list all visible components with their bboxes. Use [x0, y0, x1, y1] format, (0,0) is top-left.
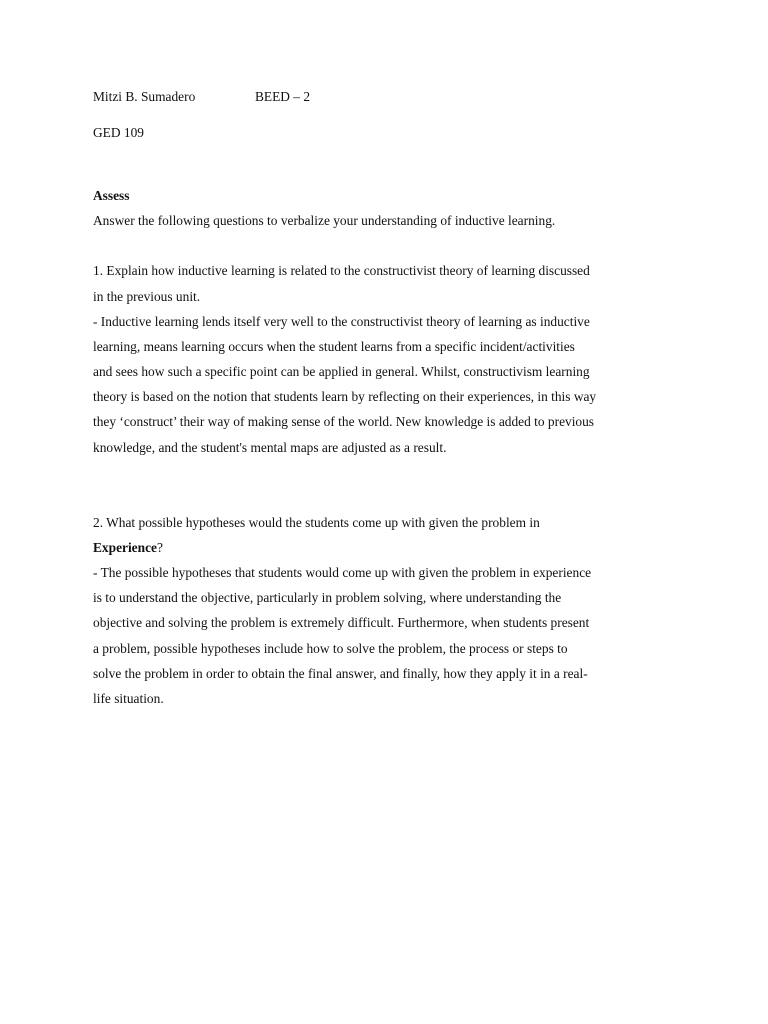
answer-2-line-3: objective and solving the problem is extremely difficult. Furthermore, when students present	[93, 615, 590, 630]
question-2-mark: ?	[156, 540, 163, 555]
section-instruction: Answer the following questions to verbalize your understanding of inductive learning.	[93, 213, 556, 228]
answer-1-line-1: - Inductive learning lends itself very well to the constructivist theory of learning as inductive	[93, 314, 590, 329]
answer-1-line-5: they ‘construct’ their way of making sense of the world. New knowledge is added to previous	[93, 414, 595, 429]
student-name: Mitzi B. Sumadero	[93, 89, 196, 104]
answer-2-line-6: life situation.	[93, 691, 164, 706]
answer-1-line-4: theory is based on the notion that students learn by reflecting on their experiences, in this way	[93, 389, 597, 404]
course-year: BEED – 2	[255, 89, 311, 104]
answer-1-line-3: and sees how such a specific point can be applied in general. Whilst, constructivism learning	[93, 364, 590, 379]
question-2-line-1: 2. What possible hypotheses would the students come up with given the problem in	[93, 515, 540, 530]
answer-2-line-4: a problem, possible hypotheses include how to solve the problem, the process or steps to	[93, 641, 568, 656]
answer-2-line-1: - The possible hypotheses that students would come up with given the problem in experience	[93, 565, 592, 580]
question-2-line-2	[93, 540, 163, 556]
answer-2-line-5: solve the problem in order to obtain the final answer, and finally, how they apply it in a real-	[93, 666, 588, 681]
subject-code: GED 109	[93, 125, 144, 140]
answer-1-line-2: learning, means learning occurs when the student learns from a specific incident/activities	[93, 339, 575, 354]
answer-1-line-6: knowledge, and the student's mental maps are adjusted as a result.	[93, 440, 447, 455]
section-heading: Assess	[93, 188, 130, 203]
question-1-line-1: 1. Explain how inductive learning is related to the constructivist theory of learning discussed	[93, 263, 590, 278]
question-2-keyword: Experience	[93, 540, 157, 555]
question-1-line-2: in the previous unit.	[93, 289, 201, 304]
answer-2-line-2: is to understand the objective, particularly in problem solving, where understanding the	[93, 590, 562, 605]
